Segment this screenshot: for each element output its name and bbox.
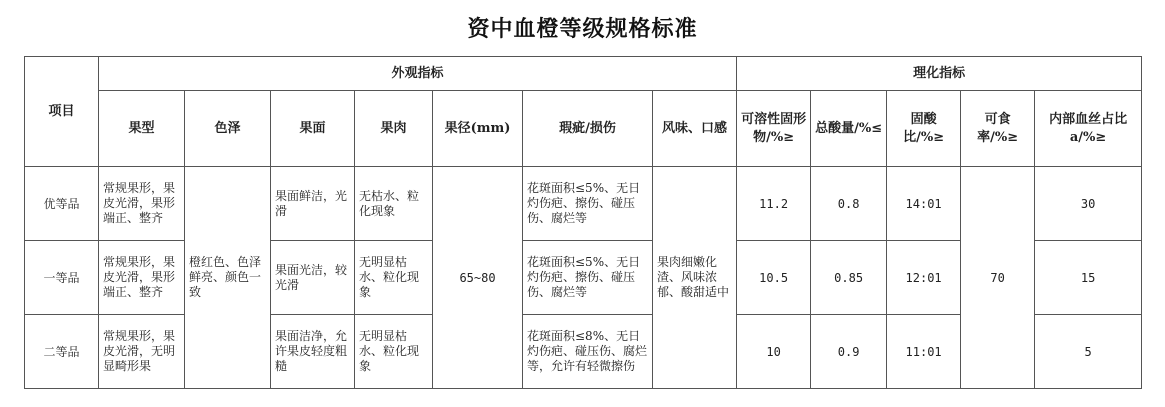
total-acid-cell: 0.8 [811,167,887,241]
header-shape: 果型 [99,91,185,167]
grade-cell: 一等品 [25,241,99,315]
defect-cell: 花斑面积≤5%、无日灼伤疤、擦伤、碰压伤、腐烂等 [523,167,653,241]
flesh-cell: 无明显枯水、粒化现象 [355,241,433,315]
blood-ratio-cell: 15 [1035,241,1142,315]
grade-cell: 二等品 [25,315,99,389]
defect-cell: 花斑面积≤5%、无日灼伤疤、擦伤、碰压伤、腐烂等 [523,241,653,315]
surface-cell: 果面鲜洁，光滑 [271,167,355,241]
color-cell: 橙红色、色泽鲜亮、颜色一致 [185,167,271,389]
blood-ratio-cell: 30 [1035,167,1142,241]
header-soluble-solids: 可溶性固形物/%≥ [737,91,811,167]
header-flavor: 风味、口感 [653,91,737,167]
blood-ratio-cell: 5 [1035,315,1142,389]
flesh-cell: 无枯水、粒化现象 [355,167,433,241]
header-diameter: 果径(mm) [433,91,523,167]
shape-cell: 常规果形，果皮光滑，无明显畸形果 [99,315,185,389]
flavor-cell: 果肉细嫩化渣、风味浓郁、酸甜适中 [653,167,737,389]
solid-acid-ratio-cell: 12:01 [887,241,961,315]
diameter-cell: 65~80 [433,167,523,389]
header-physchem-group: 理化指标 [737,57,1142,91]
header-group-row [25,57,1142,91]
header-edible-rate: 可食率/%≥ [961,91,1035,167]
header-appearance-group: 外观指标 [99,57,737,91]
soluble-solids-cell: 10 [737,315,811,389]
soluble-solids-cell: 10.5 [737,241,811,315]
header-defect: 瑕疵/损伤 [523,91,653,167]
solid-acid-ratio-cell: 14:01 [887,167,961,241]
surface-cell: 果面洁净，允许果皮轻度粗糙 [271,315,355,389]
header-item: 项目 [25,57,99,167]
header-flesh: 果肉 [355,91,433,167]
grade-spec-table [24,56,1142,389]
surface-cell: 果面光洁，较光滑 [271,241,355,315]
edible-rate-cell: 70 [961,167,1035,389]
flesh-cell: 无明显枯水、粒化现象 [355,315,433,389]
solid-acid-ratio-cell: 11:01 [887,315,961,389]
header-solid-acid-ratio: 固酸比/%≥ [887,91,961,167]
header-sub-row [25,91,1142,167]
header-blood-ratio: 内部血丝占比a/%≥ [1035,91,1142,167]
shape-cell: 常规果形，果皮光滑，果形端正、整齐 [99,167,185,241]
header-surface: 果面 [271,91,355,167]
table-row [25,167,1142,241]
soluble-solids-cell: 11.2 [737,167,811,241]
shape-cell: 常规果形，果皮光滑，果形端正、整齐 [99,241,185,315]
defect-cell: 花斑面积≤8%、无日灼伤疤、碰压伤、腐烂等，允许有轻微擦伤 [523,315,653,389]
page-title: 资中血橙等级规格标准 [467,16,698,42]
grade-cell: 优等品 [25,167,99,241]
total-acid-cell: 0.85 [811,241,887,315]
header-total-acid: 总酸量/%≤ [811,91,887,167]
total-acid-cell: 0.9 [811,315,887,389]
header-color: 色泽 [185,91,271,167]
